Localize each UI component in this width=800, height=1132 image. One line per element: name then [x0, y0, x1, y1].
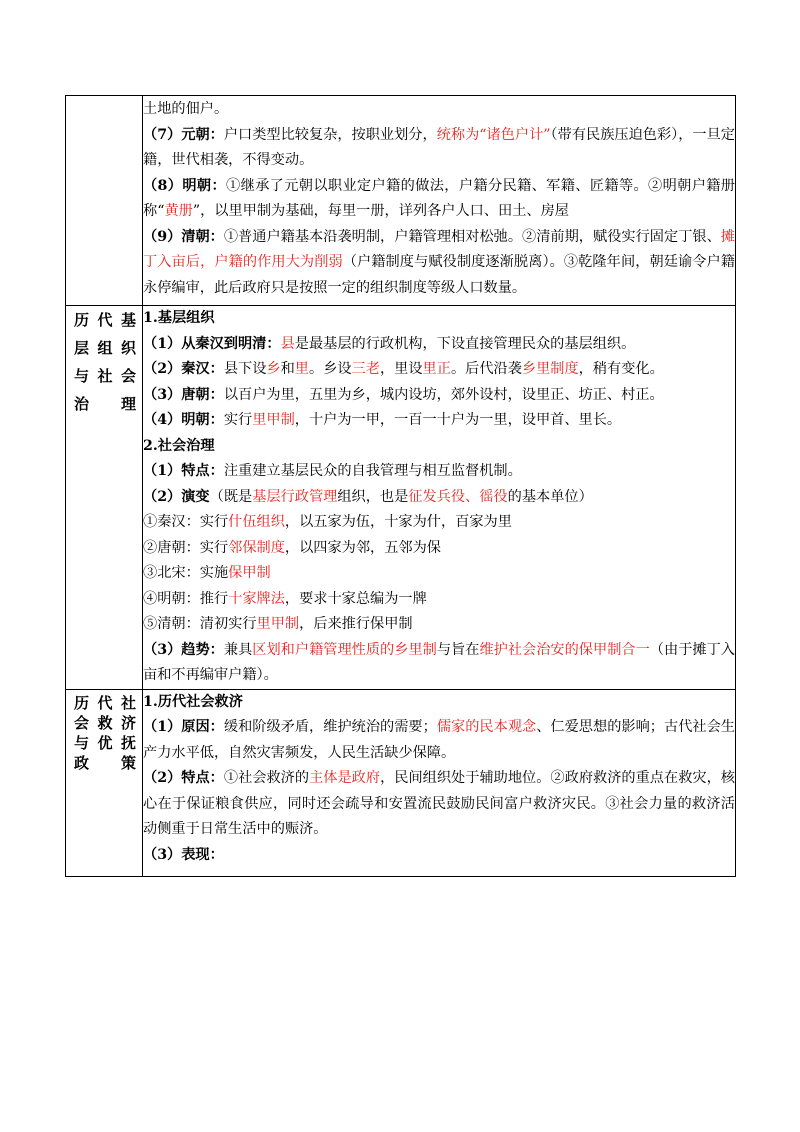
bold-text: （8）明朝： [143, 177, 227, 194]
paragraph [143, 766, 735, 843]
highlight-text: 什伍组织 [228, 514, 285, 530]
highlight-text: 里 [294, 361, 309, 377]
text-run: 和 [280, 361, 295, 377]
text-run: （既是 [209, 488, 253, 505]
text-run: 户口类型比较复杂，按职业划分， [223, 126, 437, 143]
highlight-text: 乡 [266, 361, 281, 377]
table-row [66, 96, 736, 306]
text-run: 土地的佃户。 [143, 101, 229, 117]
row-content-cell [143, 689, 736, 876]
row-label-line: 会救济 [74, 713, 136, 732]
table-row [66, 306, 736, 690]
paragraph [143, 383, 735, 409]
text-run: ，要求十家总编为一牌 [284, 590, 427, 607]
paragraph [143, 332, 735, 358]
bold-text: （3）表现： [143, 846, 224, 863]
text-run: （户籍制度与赋役制度逐渐脱离）。③乾隆年间，朝廷谕令户籍永停编审，此后政府只是按照一定的组织制度等级人口数量。 [143, 254, 735, 296]
bold-text: （3）唐朝： [143, 386, 224, 403]
highlight-text: 基层行政管理 [252, 488, 338, 505]
highlight-text: 乡里制度 [521, 361, 579, 377]
text-run: 组织，也是 [337, 488, 409, 505]
bold-text: （4）明朝： [143, 412, 224, 428]
text-run: 是最基层的行政机构，下设直接管理民众的基层组织。 [294, 335, 636, 352]
text-run: （带有民族压迫色彩），一旦定籍，世代相袭，不得变动。 [143, 126, 735, 168]
paragraph [143, 587, 735, 613]
row-content-cell [143, 306, 736, 690]
paragraph [143, 123, 735, 174]
paragraph [143, 536, 735, 562]
paragraph [143, 306, 735, 332]
paragraph [143, 174, 735, 225]
text-run: ”，以里甲制为基础，每里一册，详列各户人口、田土、房屋 [192, 203, 569, 219]
row-label-cell [66, 306, 143, 690]
bold-text: （1）原因： [143, 719, 224, 735]
highlight-text: 统称为“诸色户计” [436, 126, 551, 143]
row-label-line: 与社会 [74, 367, 136, 385]
text-run: 的基本单位） [507, 488, 593, 505]
highlight-text: 县 [280, 335, 295, 352]
text-run: ，以四家为邻，五邻为保 [284, 539, 441, 556]
bold-text: （3）趋势： [143, 641, 224, 658]
highlight-text: 里甲制 [252, 412, 295, 428]
paragraph [143, 612, 735, 638]
paragraph [143, 408, 735, 434]
highlight-text: 主体是政府 [309, 770, 381, 786]
text-run: ，后来推行保甲制 [299, 616, 413, 632]
bold-text: （2）秦汉： [143, 361, 224, 377]
row-label-cell [66, 689, 143, 876]
highlight-text: 黄册 [164, 203, 193, 219]
text-run: ，稍有变化。 [578, 361, 664, 377]
bold-text: （1）从秦汉到明清： [143, 335, 281, 352]
text-run: 。后代沿袭 [450, 361, 522, 377]
text-run: 、仁爱思想的影响；古代社会生产力水平低，自然灾害频发，人民生活缺少保障。 [143, 719, 735, 761]
text-run: ③北宋：实施 [143, 565, 229, 581]
text-run: 缓和阶级矛盾，维护统治的需要； [223, 719, 437, 735]
text-run: 与旨在 [436, 641, 480, 658]
paragraph [143, 510, 735, 536]
bold-text: 1.历代社会救济 [143, 693, 243, 710]
paragraph [143, 715, 735, 766]
row-label-line: 历代社 [74, 693, 136, 712]
bold-text: 1.基层组织 [143, 310, 215, 326]
row-label-cell [66, 96, 143, 306]
highlight-text: 三老 [351, 361, 380, 377]
text-run: 实行 [223, 412, 253, 428]
row-label-line: 治理 [74, 395, 136, 413]
bold-text: （1）特点： [143, 463, 224, 479]
paragraph [143, 459, 735, 485]
content-table [65, 95, 736, 877]
paragraph [143, 485, 735, 511]
row-label [66, 690, 142, 773]
text-run: ①社会救济的 [223, 770, 310, 786]
highlight-text: 区划和户籍管理性质的乡里制 [252, 641, 437, 658]
highlight-text: 里甲制 [256, 616, 300, 632]
paragraph [143, 690, 735, 716]
text-run: ，民间组织处于辅助地位。②政府救济的重点在救灾，核心在于保证粮食供应，同时还会疏导和安置流民鼓励民间富户救济灾民。③社会力量的救济活动侧重于日常生活中的赈济。 [143, 770, 735, 837]
paragraph [143, 225, 735, 302]
paragraph [143, 357, 735, 383]
row-label-line: 历代基 [74, 311, 136, 329]
text-run: 县下设 [223, 361, 267, 377]
text-run: （由于摊丁入亩和不再编审户籍）。 [143, 641, 735, 683]
highlight-text: 十家牌法 [228, 590, 285, 607]
bold-text: 2.社会治理 [143, 437, 215, 454]
paragraph [143, 843, 735, 869]
paragraph [143, 638, 735, 689]
bold-text: （2）特点： [143, 770, 224, 786]
paragraph [143, 561, 735, 587]
highlight-text: 维护社会治安的保甲制合一 [479, 641, 650, 658]
row-label-line: 层组织 [74, 339, 136, 357]
text-run: 兼具 [223, 641, 253, 658]
highlight-text: 保甲制 [228, 565, 271, 581]
text-run: ①普通户籍基本沿袭明制，户籍管理相对松弛。②清前期，赋役实行固定丁银、 [223, 228, 721, 245]
highlight-text: 邻保制度 [228, 539, 285, 556]
text-run: 以百户为里，五里为乡，城内设坊，郊外设村，设里正、坊正、村正。 [223, 386, 664, 403]
text-run: ，以五家为伍，十家为什，百家为里 [284, 514, 512, 530]
text-run: ①秦汉：实行 [143, 514, 229, 530]
text-run: ①继承了元朝以职业定户籍的做法，户籍分民籍、军籍、匠籍等。②明朝户籍册称“ [143, 177, 735, 219]
row-label-line: 政策 [74, 753, 136, 772]
bold-text: （2）演变 [143, 488, 210, 505]
paragraph [143, 97, 735, 123]
row-label-line: 与优抚 [74, 733, 136, 752]
text-run: 注重建立基层民众的自我管理与相互监督机制。 [223, 463, 522, 479]
highlight-text: 征发兵役、徭役 [408, 488, 508, 505]
highlight-text: 儒家的民本观念 [436, 719, 537, 735]
table-row [66, 689, 736, 876]
highlight-text: 摊丁入亩后，户籍的作用大为削弱 [143, 228, 735, 270]
bold-text: （9）清朝： [143, 228, 224, 245]
row-content-cell [143, 96, 736, 306]
row-label [66, 306, 142, 418]
text-run: ，十户为一甲，一百一十户为一里，设甲首、里长。 [294, 412, 622, 428]
paragraph [143, 434, 735, 460]
bold-text: （7）元朝： [143, 126, 224, 143]
text-run: ⑤清朝：清初实行 [143, 616, 257, 632]
text-run: ④明朝：推行 [143, 590, 229, 607]
text-run: 。乡设 [309, 361, 352, 377]
text-run: ，里设 [379, 361, 423, 377]
text-run: ②唐朝：实行 [143, 539, 229, 556]
highlight-text: 里正 [422, 361, 451, 377]
